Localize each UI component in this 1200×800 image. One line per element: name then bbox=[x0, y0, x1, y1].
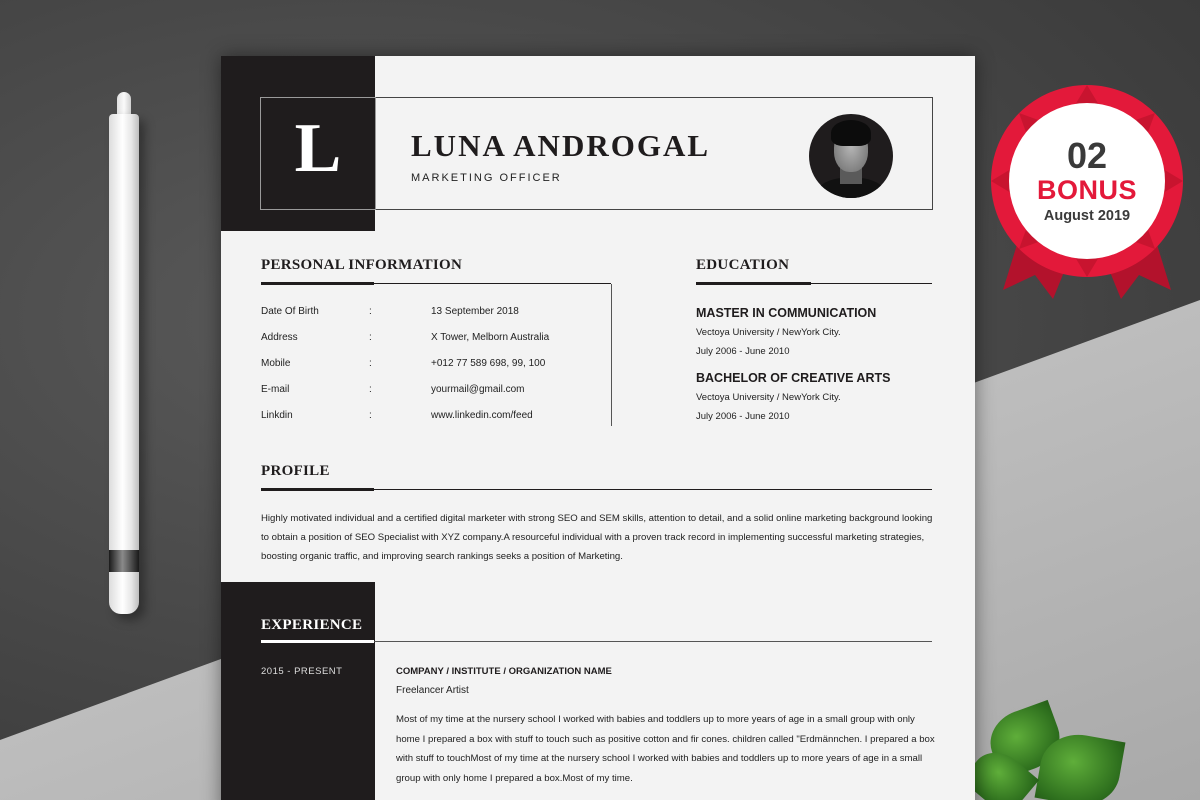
experience-dates: 2015 - PRESENT bbox=[261, 666, 343, 677]
section-rule-accent bbox=[261, 282, 374, 285]
education-school: Vectoya University / NewYork City. bbox=[696, 392, 841, 403]
education-dates: July 2006 - June 2010 bbox=[696, 411, 790, 422]
section-rule-accent bbox=[696, 282, 811, 285]
info-label: Date Of Birth bbox=[261, 306, 319, 317]
name-initial: L bbox=[294, 110, 342, 187]
info-value: www.linkedin.com/feed bbox=[431, 410, 533, 421]
job-title: MARKETING OFFICER bbox=[411, 172, 562, 184]
education-title: EDUCATION bbox=[696, 257, 790, 273]
profile-photo bbox=[809, 114, 893, 198]
info-separator: : bbox=[369, 358, 372, 369]
info-row-mobile bbox=[261, 358, 591, 372]
info-row-email bbox=[261, 384, 591, 398]
info-separator: : bbox=[369, 332, 372, 343]
photo-hair bbox=[831, 120, 871, 146]
info-label: Mobile bbox=[261, 358, 291, 369]
info-separator: : bbox=[369, 306, 372, 317]
experience-description: Most of my time at the nursery school I worked with babies and toddlers up to more years of age in a small group with only home I prepared a box with stuff to touch such as positive cotton and fir cones. children called "Erdmännchen. I prepared a box with stuff to touchMost of my time at the nursery school I worked with babies and toddlers up to more years of age in a small group with only home I prepared a box.Most of my time. bbox=[396, 714, 935, 784]
education-school: Vectoya University / NewYork City. bbox=[696, 327, 841, 338]
resume-page bbox=[221, 56, 975, 800]
badge-label: BONUS bbox=[1036, 175, 1137, 205]
education-dates: July 2006 - June 2010 bbox=[696, 346, 790, 357]
section-rule-accent bbox=[261, 488, 374, 491]
stylus-pencil bbox=[109, 92, 139, 614]
info-label: E-mail bbox=[261, 384, 290, 395]
experience-dark-block bbox=[221, 582, 375, 800]
profile-summary: Highly motivated individual and a certified digital marketer with strong SEO and SEM skills, attention to detail, and a solid online marketing background looking to obtain a position of SEO Specialist with XYZ company.A resourceful individual with a proven track record in implementing successful marketing strategies, boosting organic traffic, and improving search rankings seeks a position of Marketing. bbox=[261, 513, 933, 562]
badge-number: 02 bbox=[1066, 135, 1108, 176]
info-row-linkedin bbox=[261, 410, 591, 424]
pencil-band bbox=[109, 550, 139, 572]
plant-leaves bbox=[970, 700, 1200, 800]
education-degree: MASTER IN COMMUNICATION bbox=[696, 306, 877, 320]
info-value: 13 September 2018 bbox=[431, 306, 519, 317]
info-separator: : bbox=[369, 410, 372, 421]
full-name: LUNA ANDROGAL bbox=[411, 128, 711, 163]
info-value: X Tower, Melborn Australia bbox=[431, 332, 550, 343]
info-row-birth bbox=[261, 306, 591, 320]
info-value: +012 77 589 698, 99, 100 bbox=[431, 358, 546, 369]
info-separator: : bbox=[369, 384, 372, 395]
bonus-badge bbox=[983, 85, 1191, 305]
info-row-address bbox=[261, 332, 591, 346]
profile-title: PROFILE bbox=[261, 463, 330, 479]
info-label: Address bbox=[261, 332, 298, 343]
info-label: Linkdin bbox=[261, 410, 293, 421]
experience-job-title: Freelancer Artist bbox=[396, 685, 469, 696]
pencil-body bbox=[109, 114, 139, 614]
column-divider bbox=[611, 284, 612, 426]
section-rule-accent bbox=[261, 640, 374, 643]
education-degree: BACHELOR OF CREATIVE ARTS bbox=[696, 371, 891, 385]
experience-company: COMPANY / INSTITUTE / ORGANIZATION NAME bbox=[396, 666, 612, 677]
experience-title: EXPERIENCE bbox=[261, 617, 363, 633]
personal-info-title: PERSONAL INFORMATION bbox=[261, 257, 463, 273]
info-value: yourmail@gmail.com bbox=[431, 384, 525, 395]
badge-date: August 2019 bbox=[1043, 208, 1131, 224]
